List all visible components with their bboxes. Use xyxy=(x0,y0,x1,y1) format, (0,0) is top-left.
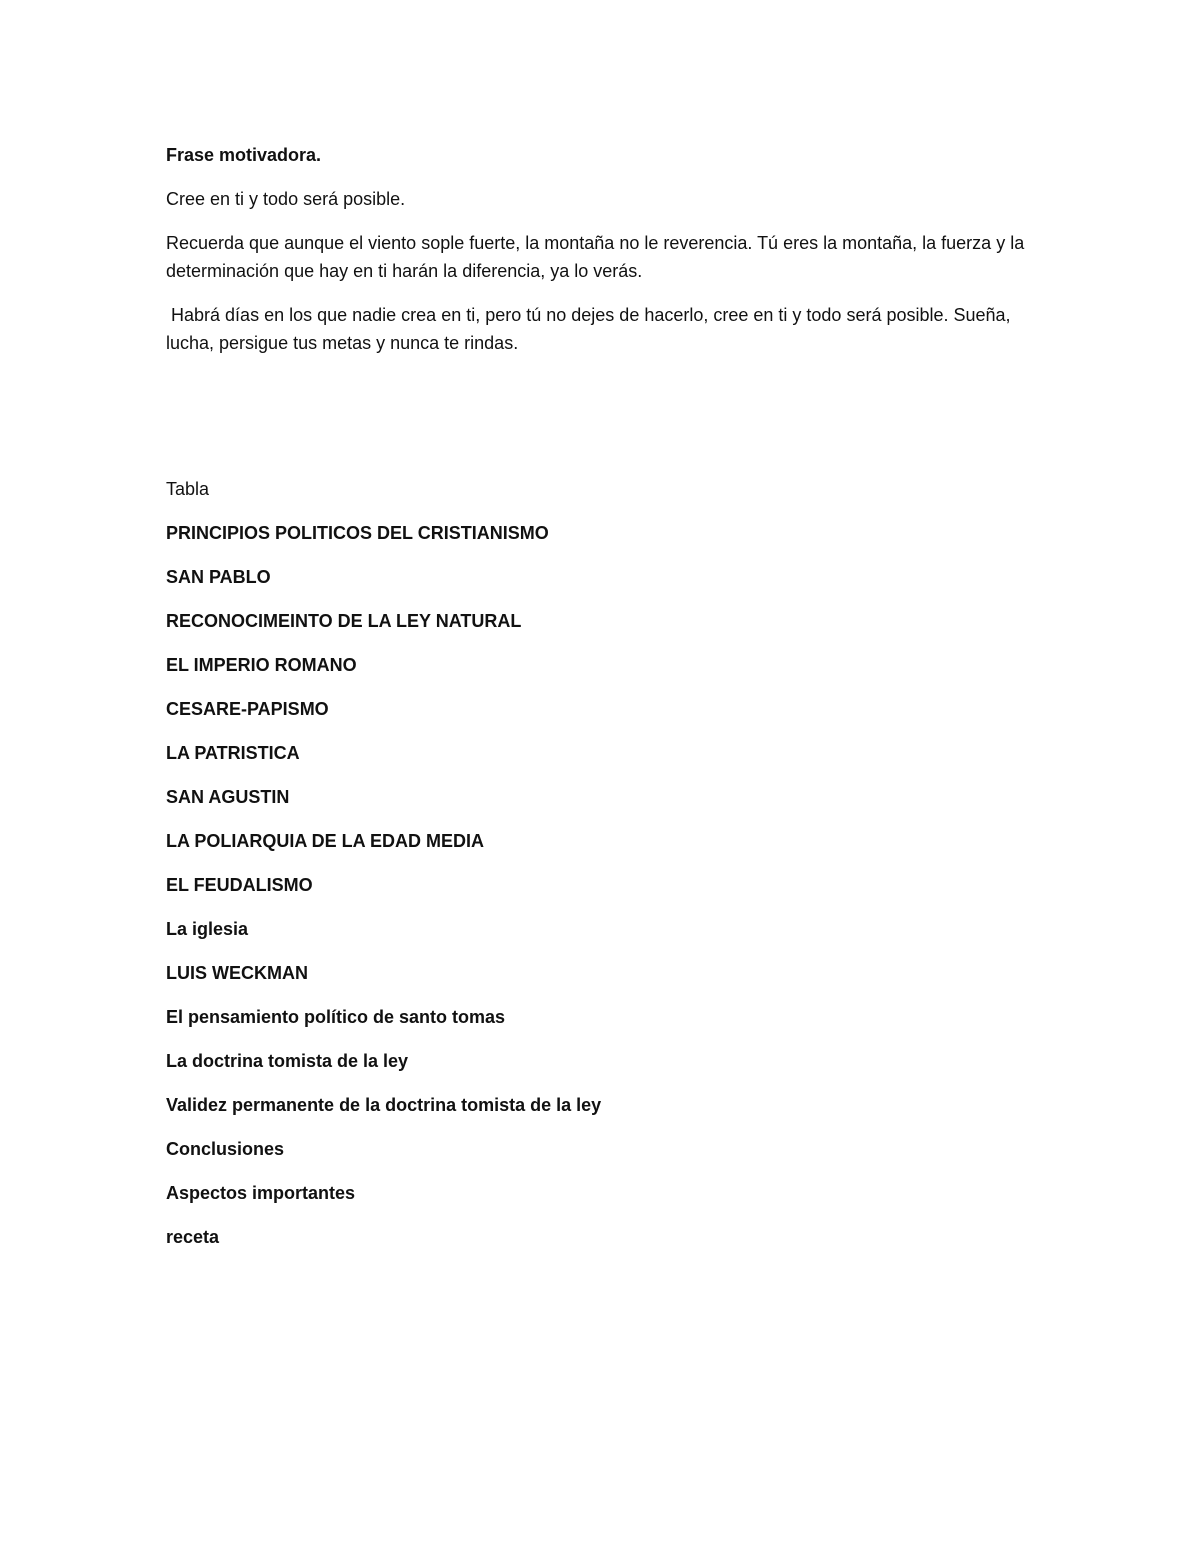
paragraph-1: Cree en ti y todo será posible. xyxy=(166,189,406,209)
list-item: EL IMPERIO ROMANO xyxy=(166,655,357,675)
blank-space xyxy=(166,373,1046,475)
table-label: Tabla xyxy=(166,479,210,499)
list-item: LUIS WECKMAN xyxy=(166,963,308,983)
list-item: RECONOCIMEINTO DE LA LEY NATURAL xyxy=(166,611,522,631)
list-item: SAN PABLO xyxy=(166,567,271,587)
list-item: La doctrina tomista de la ley xyxy=(166,1051,409,1071)
topic-list xyxy=(166,519,1046,1251)
list-item: El pensamiento político de santo tomas xyxy=(166,1007,506,1027)
list-item: La iglesia xyxy=(166,919,249,939)
list-item: SAN AGUSTIN xyxy=(166,787,290,807)
document-body xyxy=(166,141,1046,1267)
list-item: PRINCIPIOS POLITICOS DEL CRISTIANISMO xyxy=(166,523,549,543)
list-item: Validez permanente de la doctrina tomista de la ley xyxy=(166,1095,602,1115)
list-item: Conclusiones xyxy=(166,1139,285,1159)
list-item: LA POLIARQUIA DE LA EDAD MEDIA xyxy=(166,831,484,851)
list-item: LA PATRISTICA xyxy=(166,743,300,763)
list-item: EL FEUDALISMO xyxy=(166,875,313,895)
list-item: CESARE-PAPISMO xyxy=(166,699,329,719)
document-heading: Frase motivadora. xyxy=(166,145,322,165)
list-item: Aspectos importantes xyxy=(166,1183,356,1203)
list-item: receta xyxy=(166,1227,220,1247)
paragraph-2: Recuerda que aunque el viento sople fuerte, la montaña no le reverencia. Tú eres la montaña, la fuerza y la determinación que hay en ti harán la diferencia, ya lo verás. xyxy=(166,233,1030,281)
paragraph-3: Habrá días en los que nadie crea en ti, pero tú no dejes de hacerlo, cree en ti y todo será posible. Sueña, lucha, persigue tus metas y nunca te rindas. xyxy=(166,305,1016,353)
